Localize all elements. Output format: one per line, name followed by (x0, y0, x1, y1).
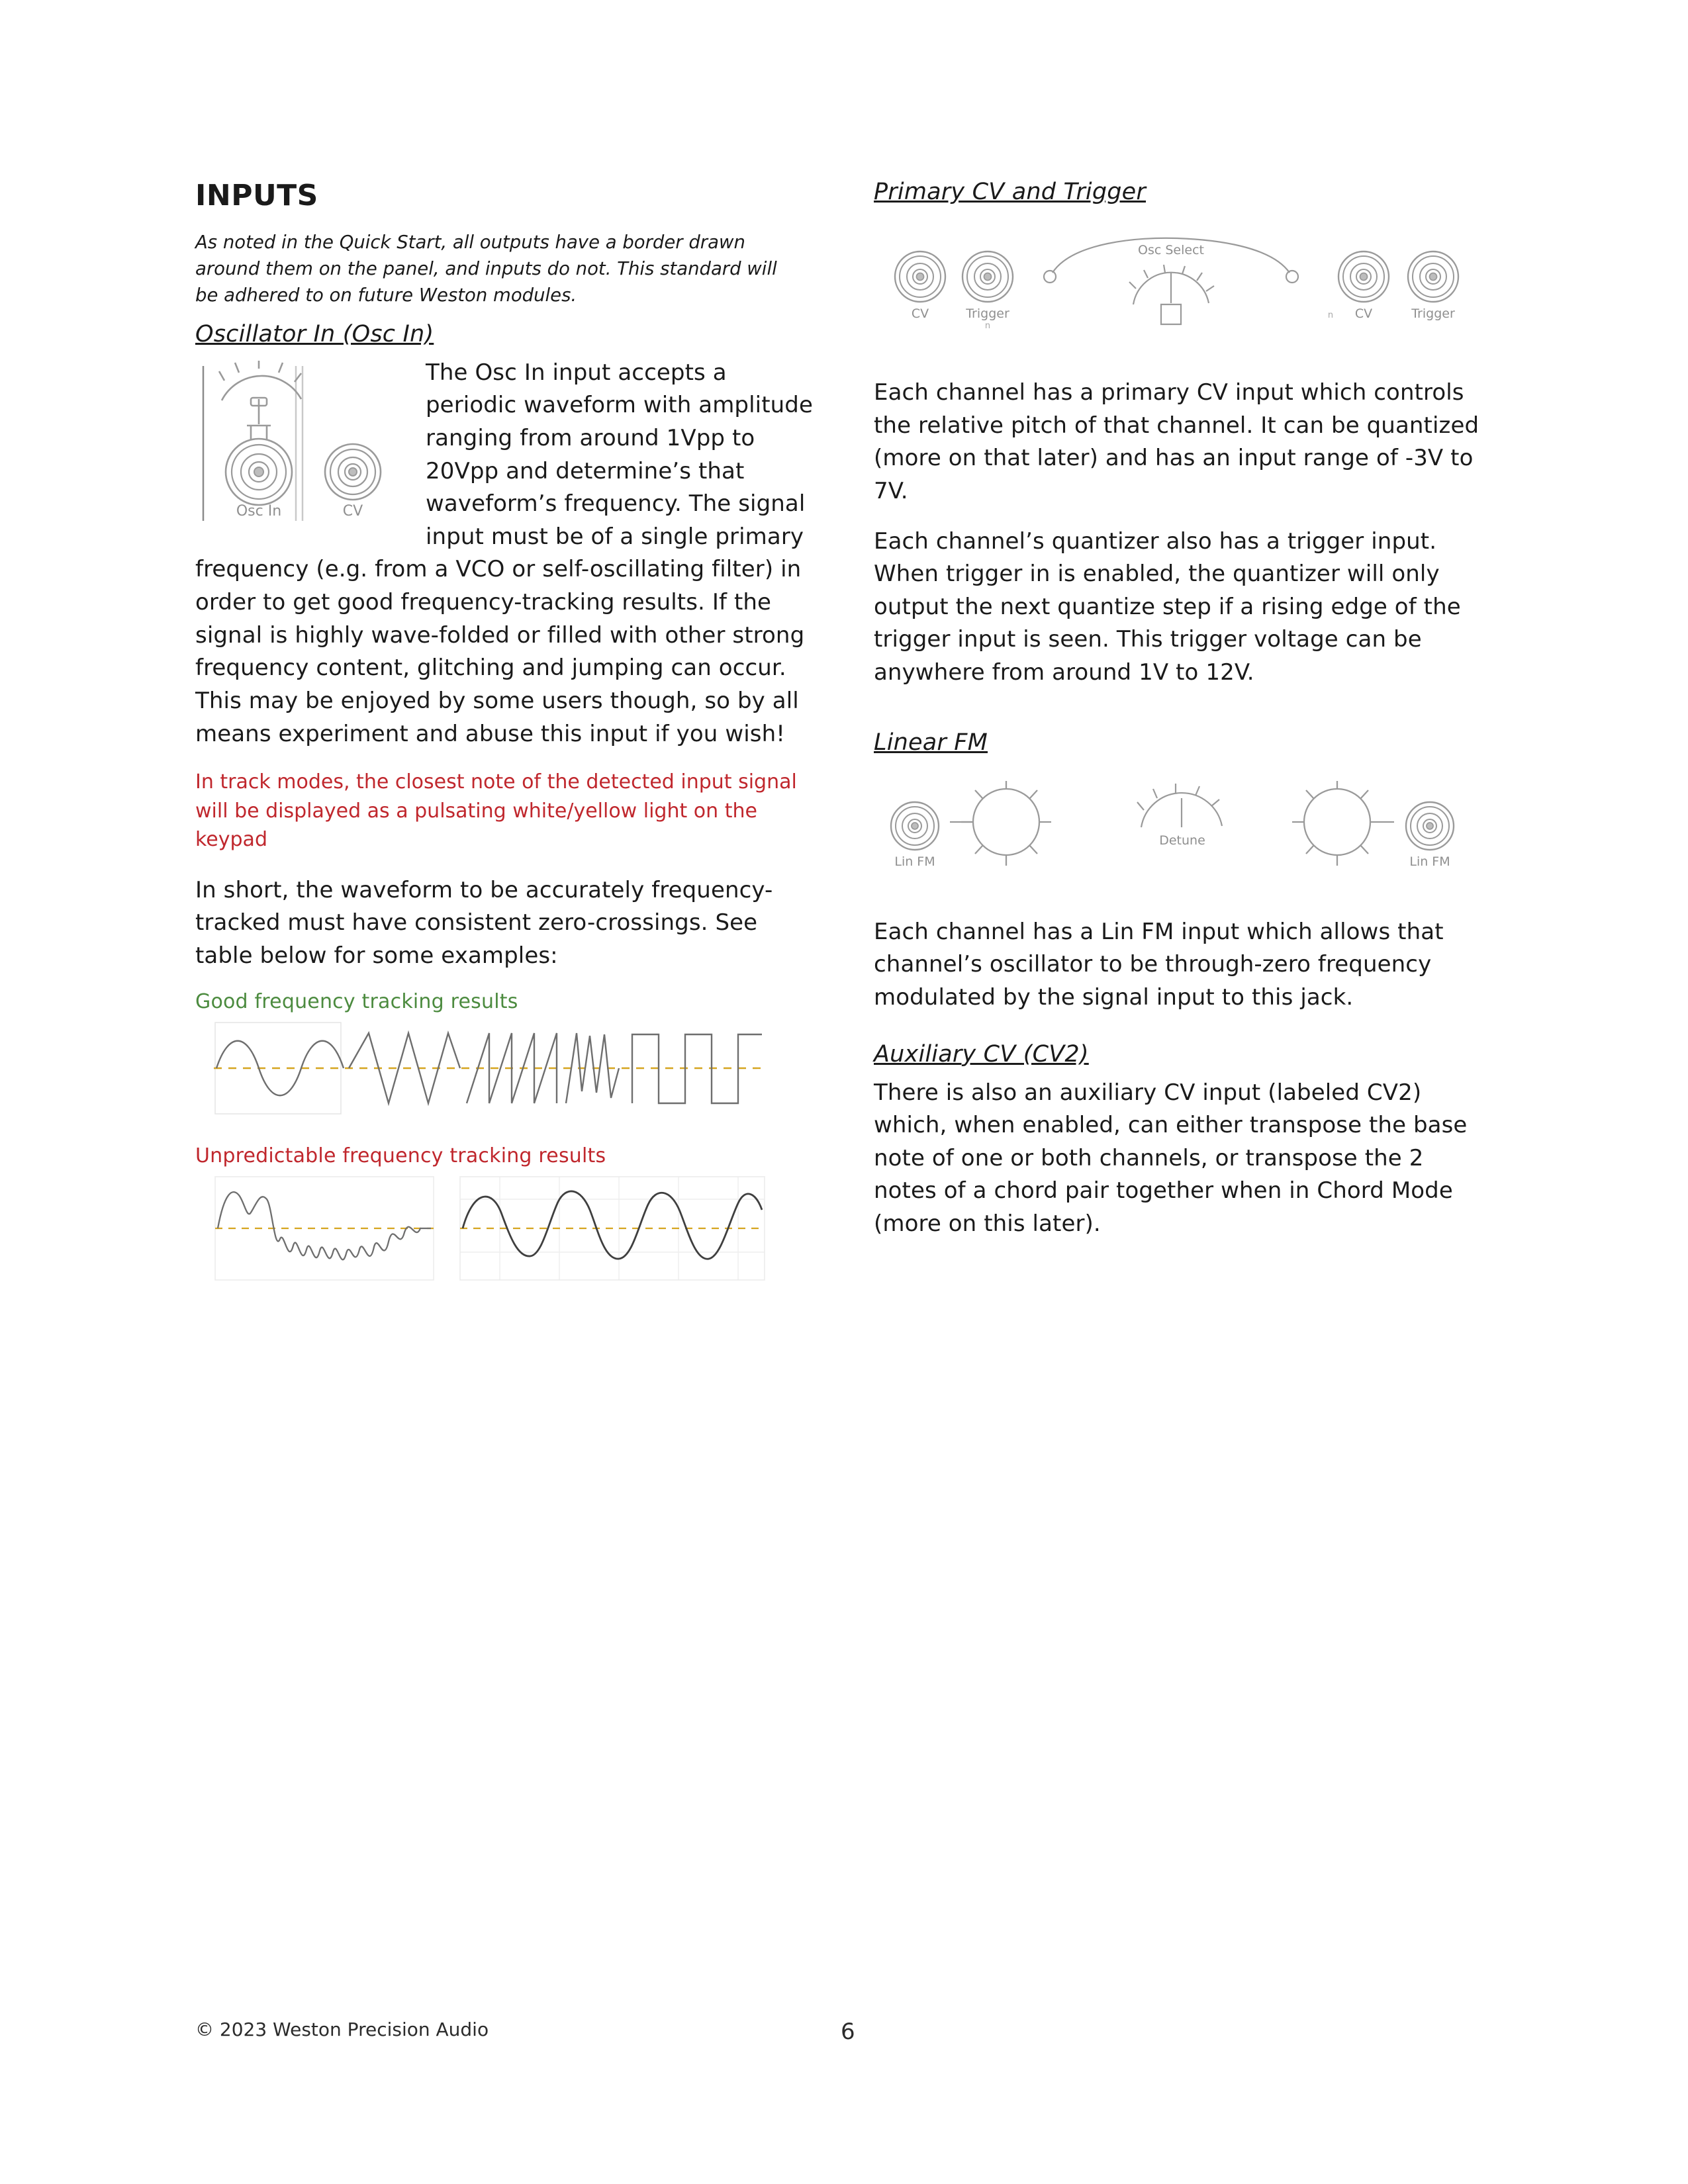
page-footer (195, 2019, 1493, 2045)
heading-primary-cv-trigger: Primary CV and Trigger (874, 179, 1147, 205)
page-number: 6 (841, 2019, 855, 2045)
svg-text:Detune: Detune (1159, 833, 1205, 848)
svg-text:Trigger: Trigger (1411, 306, 1455, 321)
svg-text:CV: CV (1354, 306, 1373, 321)
svg-text:n: n (1327, 310, 1334, 320)
svg-text:Lin FM: Lin FM (1409, 854, 1450, 869)
heading-oscillator-in: Oscillator In (Osc In) (195, 320, 434, 347)
svg-text:Osc In: Osc In (236, 502, 282, 520)
right-column (874, 179, 1493, 2005)
heading-auxiliary-cv: Auxiliary CV (CV2) (874, 1040, 1089, 1068)
unpredictable-tracking-caption: Unpredictable frequency tracking results (195, 1144, 606, 1167)
primary-cv-paragraph-1: Each channel has a primary CV input which controls the relative pitch of that channel. It can be quantized (more on that later) and has an input range of -3V to 7V. (874, 379, 1479, 504)
unpredictable-tracking-waveforms (195, 1173, 784, 1285)
primary-cv-paragraph-2: Each channel’s quantizer also has a trigger input. When trigger in is enabled, the quantizer will only output the next quantize step if a rising edge of the trigger input is seen. This trigger voltage can be anywhere from around 1V to 12V. (874, 527, 1461, 686)
heading-linear-fm: Linear FM (874, 729, 988, 756)
svg-text:n: n (984, 321, 991, 331)
auxiliary-cv-paragraph-1: There is also an auxiliary CV input (labeled CV2) which, when enabled, can either transpose the base note of one or both channels, or transpose the 2 notes of a chord pair together when in Chord Mode (more on this later). (874, 1079, 1468, 1237)
unpredictable-tracking-figure (195, 1144, 814, 1285)
svg-text:Trigger: Trigger (966, 306, 1009, 321)
track-mode-note: In track modes, the closest note of the detected input signal will be displayed as a pulsating white/yellow light on the keypad (195, 770, 797, 852)
page-title: INPUTS (195, 179, 318, 212)
svg-text:CV: CV (342, 502, 363, 520)
primary-cv-trigger-panel-diagram (874, 232, 1493, 347)
good-tracking-waveforms (195, 1019, 784, 1118)
linear-fm-paragraph-1: Each channel has a Lin FM input which allows that channel’s oscillator to be through-zero frequency modulated by the signal input to this jack. (874, 918, 1444, 1011)
good-tracking-caption: Good frequency tracking results (195, 989, 518, 1013)
osc-in-paragraph-2: In short, the waveform to be accurately frequency-tracked must have consistent zero-crossings. See table below for some examples: (195, 876, 773, 969)
svg-text:CV: CV (911, 306, 929, 321)
svg-text:Lin FM: Lin FM (894, 854, 935, 869)
svg-text:Osc Select: Osc Select (1138, 243, 1204, 257)
osc-in-paragraph-1: The Osc In input accepts a periodic waveform with amplitude ranging from around 1Vpp to 20Vpp and determine’s that waveform’s frequency. The signal input must be of a single primary frequency (e.g. from a VCO or self-oscillating filter) in order to get good frequency-tracking results. If the signal is highly wave-folded or filled with other strong frequency content, glitching and jumping can occur. This may be enjoyed by some users though, so by all means experiment and abuse this input if you wish! (195, 359, 813, 747)
osc-in-jacks-diagram (195, 361, 407, 526)
left-column (195, 179, 814, 2005)
page-content (195, 179, 1493, 2005)
linear-fm-panel-diagram (874, 781, 1493, 887)
copyright-notice: © 2023 Weston Precision Audio (195, 2019, 489, 2040)
good-tracking-figure (195, 990, 814, 1118)
intro-note: As noted in the Quick Start, all outputs have a border drawn around them on the panel, and inputs do not. This standard will be adhered to on future Weston modules. (195, 232, 777, 306)
